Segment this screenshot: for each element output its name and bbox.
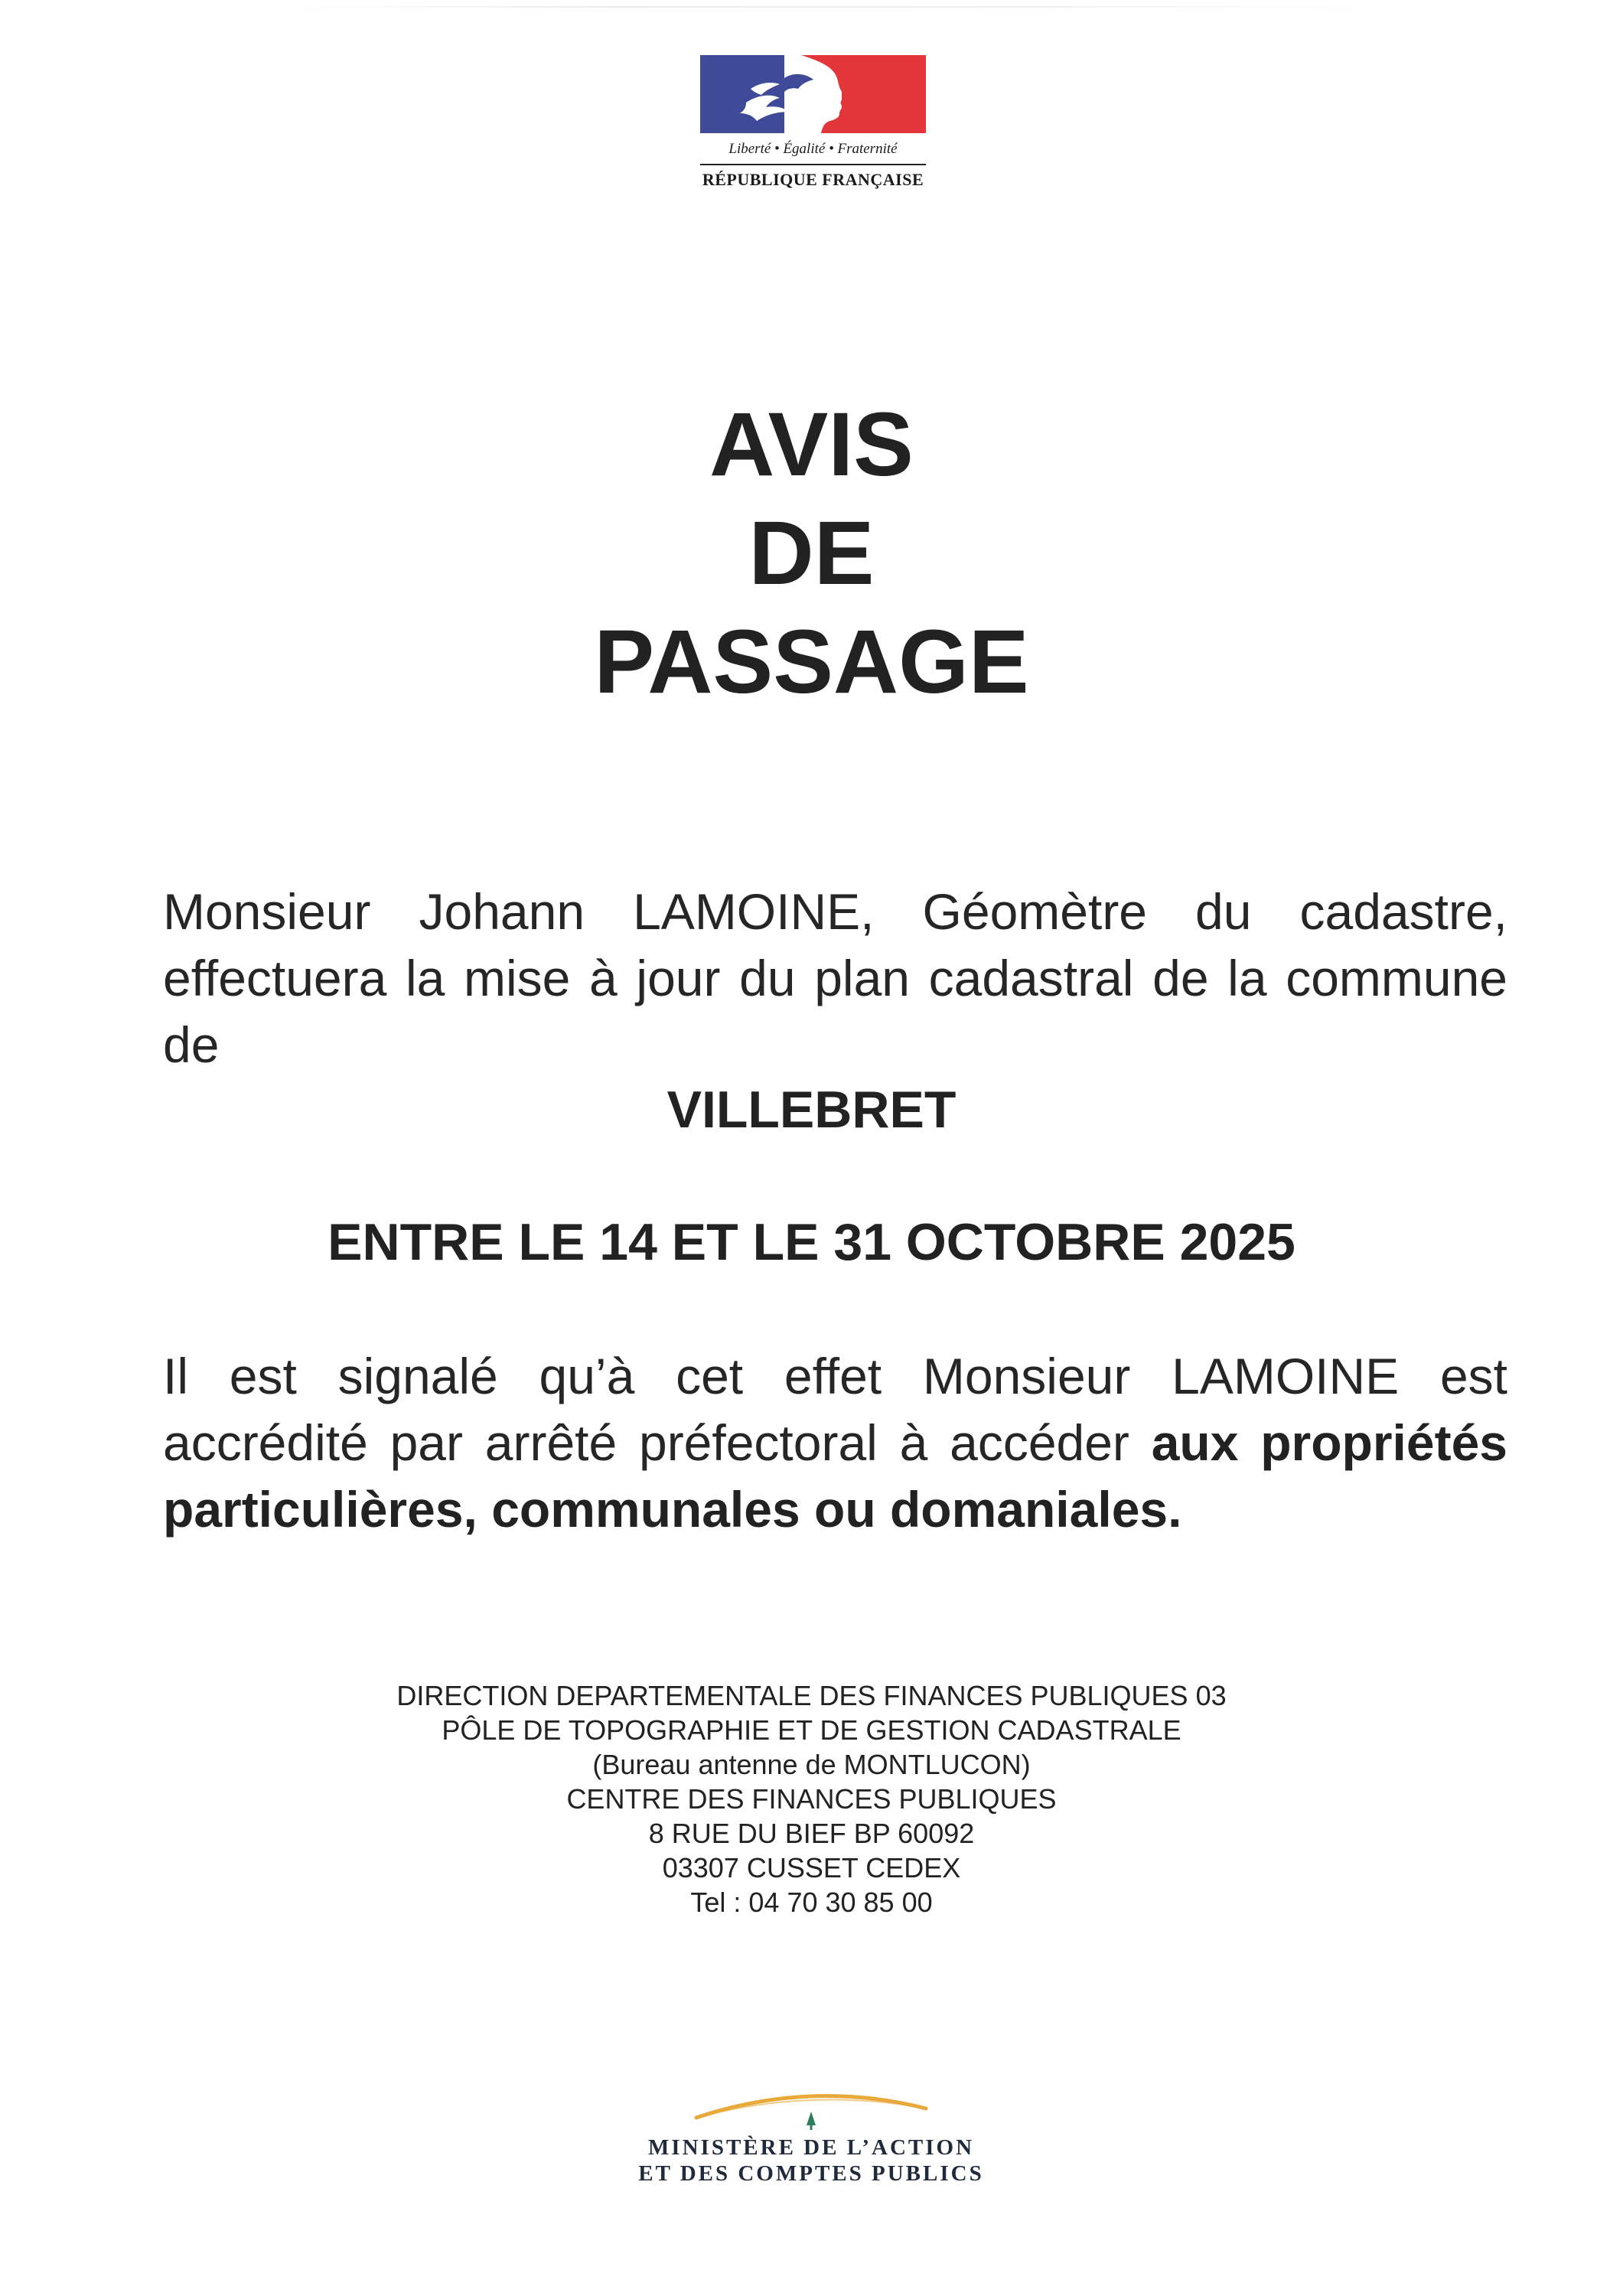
address-line-2: PÔLE DE TOPOGRAPHIE ET DE GESTION CADASTRALE <box>442 1714 1181 1746</box>
address-line-7: Tel : 04 70 30 85 00 <box>690 1887 933 1918</box>
commune-name: VILLEBRET <box>666 1081 957 1139</box>
title-line-1: AVIS <box>709 394 914 495</box>
scan-edge <box>291 6 1362 8</box>
title-line-3: PASSAGE <box>594 612 1029 713</box>
address-line-6: 03307 CUSSET CEDEX <box>662 1852 961 1883</box>
motto-divider <box>700 164 926 165</box>
intro-paragraph: Monsieur Johann LAMOINE, Géomètre du cadastre, effectuera la mise à jour du plan cadastral de la commune de <box>163 883 1507 1073</box>
ministry-line-1: MINISTÈRE DE L’ACTION <box>647 2135 975 2160</box>
ministry-logo <box>582 2086 1041 2187</box>
ministry-arc-icon <box>689 2086 934 2131</box>
notice-bold-text: aux propriétés particulières, communales ou domaniales. <box>163 1414 1507 1538</box>
marianne-flag-icon <box>700 55 926 133</box>
address-line-5: 8 RUE DU BIEF BP 60092 <box>648 1818 975 1849</box>
republic-name: RÉPUBLIQUE FRANÇAISE <box>702 170 924 189</box>
marianne-logo <box>700 55 926 190</box>
republic-motto: Liberté • Égalité • Fraternité <box>728 141 898 157</box>
address-line-4: CENTRE DES FINANCES PUBLIQUES <box>566 1783 1057 1815</box>
survey-dates: ENTRE LE 14 ET LE 31 OCTOBRE 2025 <box>328 1213 1295 1271</box>
address-block <box>0 1678 1623 1919</box>
notice-title <box>0 390 1623 716</box>
address-line-3: (Bureau antenne de MONTLUCON) <box>592 1749 1031 1780</box>
notice-text: Il est signalé qu’à cet effet Monsieur LAMOINE est accrédité par arrêté préfectoral à accéder <box>163 1348 1507 1471</box>
address-line-1: DIRECTION DEPARTEMENTALE DES FINANCES PUBLIQUES 03 <box>396 1680 1227 1711</box>
ministry-line-2: ET DES COMPTES PUBLICS <box>638 2161 984 2186</box>
title-line-2: DE <box>748 503 875 604</box>
notice-paragraph <box>163 1343 1507 1543</box>
